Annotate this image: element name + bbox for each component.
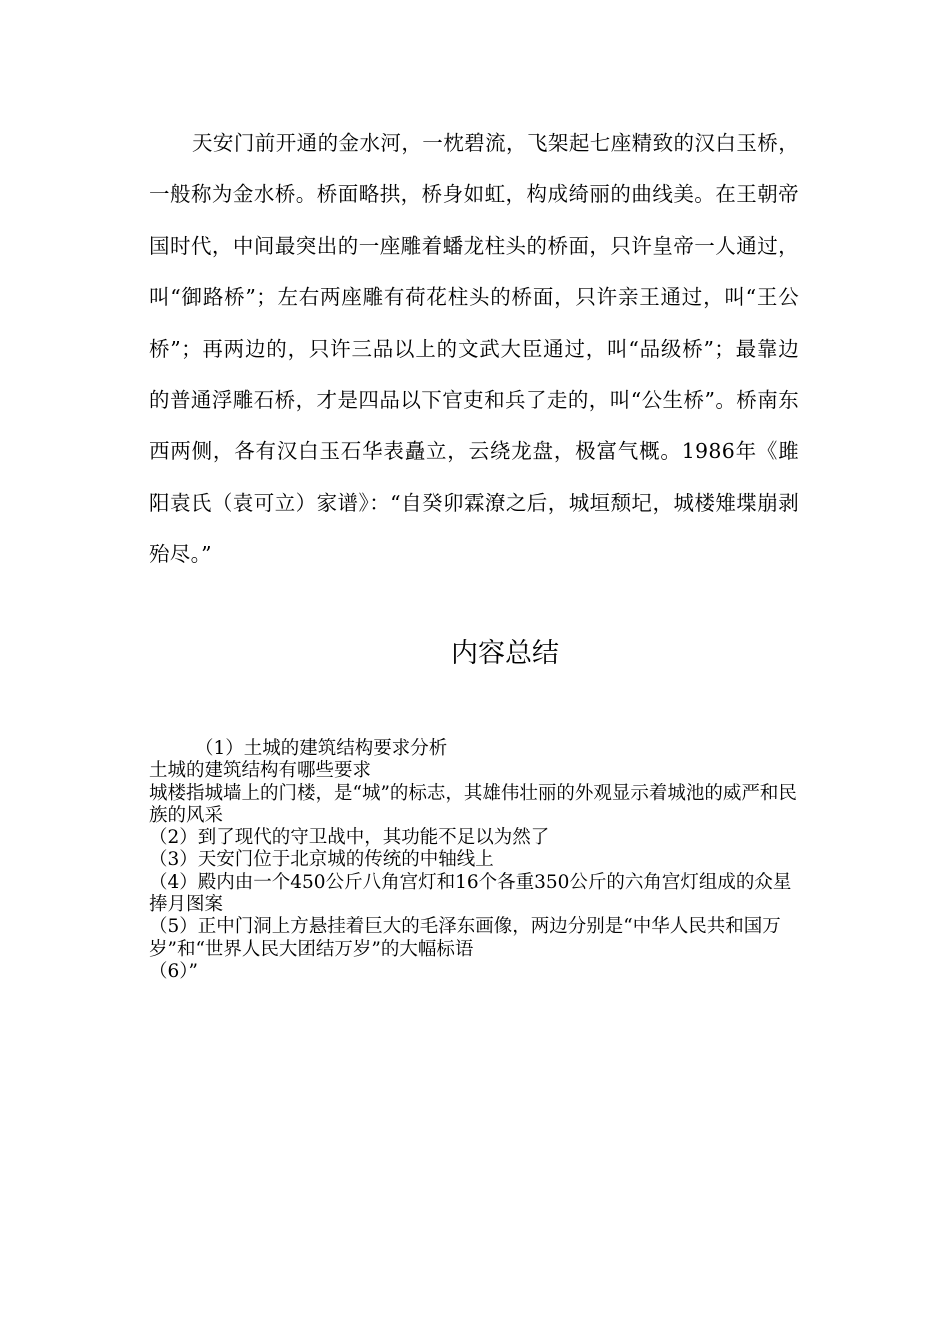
summary-line: （3）天安门位于北京城的传统的中轴线上 [149, 849, 494, 871]
summary-line: 城楼指城墙上的门楼，是“城”的标志，其雄伟壮丽的外观显示着城池的威严和民族的风采 [149, 782, 797, 826]
summary-line: （6）” [149, 960, 198, 982]
summary-line: （2）到了现代的守卫战中，其功能不足以为然了 [149, 827, 550, 849]
summary-line: （4）殿内由一个450公斤八角宫灯和16个各重350公斤的六角宫灯组成的众星捧月图案 [149, 871, 792, 916]
body-paragraph: 天安门前开通的金水河，一枕碧流，飞架起七座精致的汉白玉桥，一般称为金水桥。桥面略拱，桥身如虹，构成绮丽的曲线美。在王朝帝国时代，中间最突出的一座雕着蟠龙柱头的桥面，只许皇帝一人通过，叫“御路桥”；左右两座雕有荷花柱头的桥面，只许亲王通过，叫“王公桥”；再两边的，只许三品以上的文武大臣通过，叫“品级桥”；最靠边的普通浮雕石桥，才是四品以下官吏和兵了走的，叫“公生桥”。桥南东西两侧，各有汉白玉石华表矗立，云绕龙盘，极富气概。1986年《雎阳袁氏（袁可立）家谱》：“自癸卯霖潦之后，城垣颓圮，城楼雉堞崩剥殆尽。” [149, 131, 799, 567]
summary-line: （5）正中门洞上方悬挂着巨大的毛泽东画像，两边分别是“中华人民共和国万岁”和“世界人民大团结万岁”的大幅标语 [149, 916, 781, 960]
summary-list [149, 738, 799, 983]
summary-line: （1）土城的建筑结构要求分析 [195, 738, 448, 759]
summary-line: 土城的建筑结构有哪些要求 [149, 760, 372, 782]
summary-heading: 内容总结 [451, 638, 559, 669]
